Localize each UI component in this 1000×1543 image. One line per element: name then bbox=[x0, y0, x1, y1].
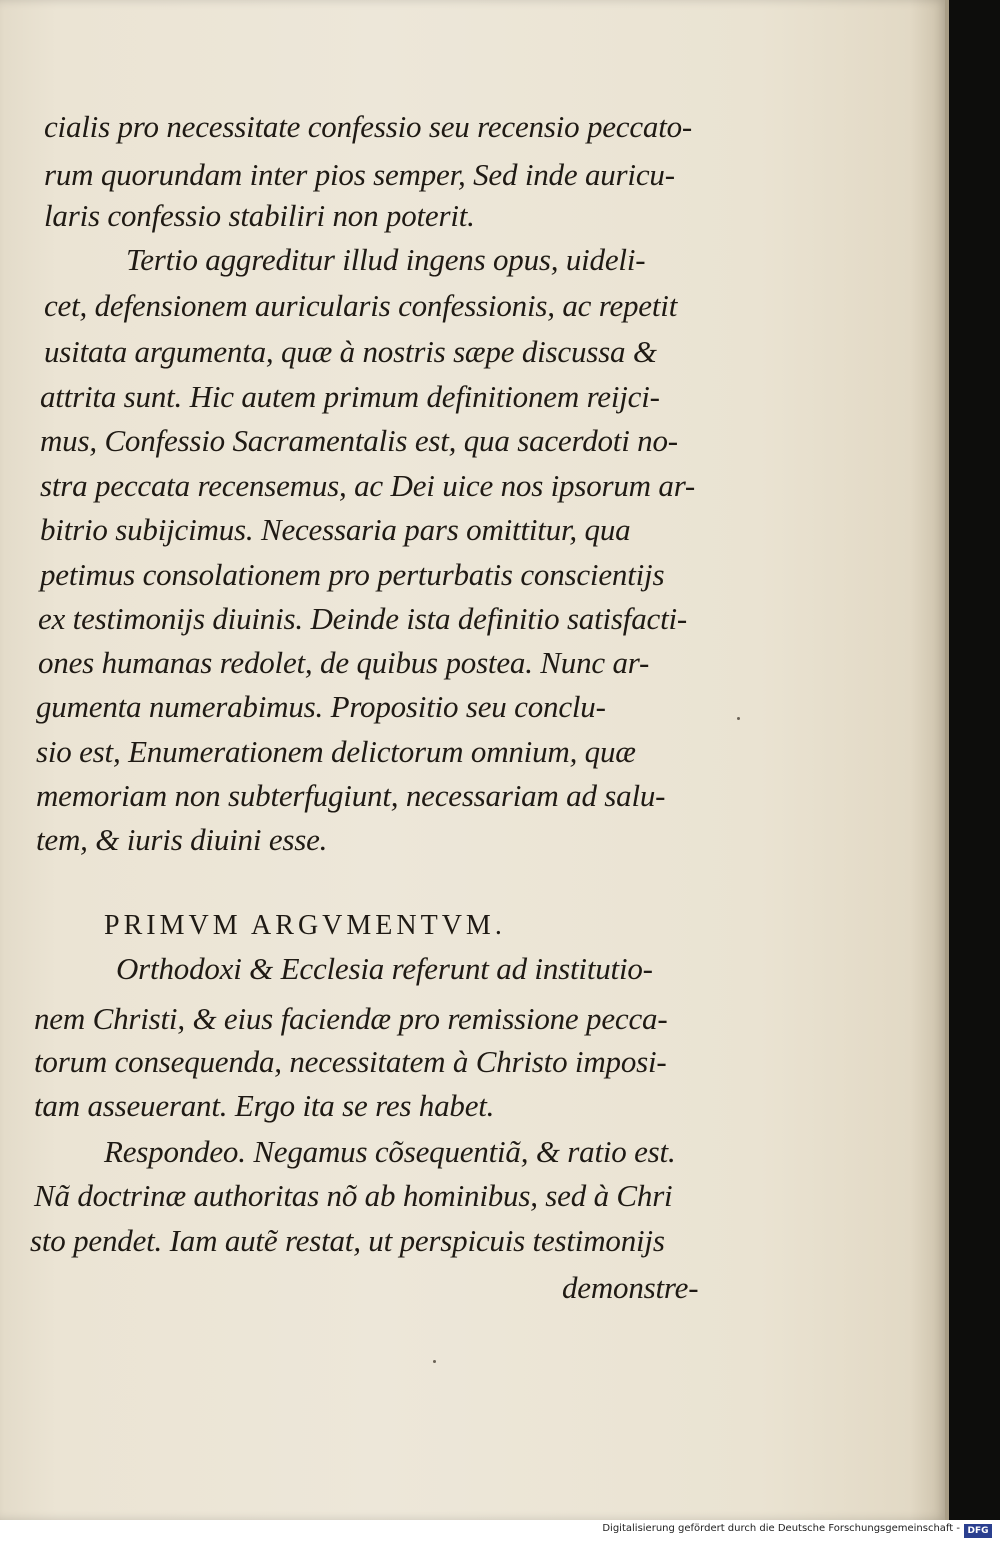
section-heading: PRIMVM ARGVMENTVM. bbox=[104, 910, 506, 941]
dfg-logo-icon: DFG bbox=[964, 1524, 992, 1538]
text-line: stra peccata recensemus, ac Dei uice nos ipsorum ar- bbox=[40, 468, 696, 503]
text-line: mus, Confessio Sacramentalis est, qua sacerdoti no- bbox=[40, 423, 678, 458]
text-line: sio est, Enumerationem delictorum omnium, quæ bbox=[36, 734, 636, 769]
digitization-credit: Digitalisierung gefördert durch die Deutsche Forschungsgemeinschaft - bbox=[602, 1523, 960, 1534]
text-line: gumenta numerabimus. Propositio seu conclu- bbox=[36, 689, 606, 724]
text-line: rum quorundam inter pios semper, Sed inde auricu- bbox=[44, 157, 675, 192]
paper-speck bbox=[433, 1360, 436, 1363]
text-line: usitata argumenta, quæ à nostris sæpe discussa & bbox=[44, 334, 657, 369]
text-line: Orthodoxi & Ecclesia referunt ad institutio- bbox=[116, 951, 653, 986]
text-line: tem, & iuris diuini esse. bbox=[36, 822, 328, 857]
paper-speck bbox=[737, 717, 740, 720]
text-line: ex testimonijs diuinis. Deinde ista definitio satisfacti- bbox=[38, 601, 688, 636]
text-line: nem Christi, & eius faciendæ pro remissione pecca- bbox=[34, 1001, 668, 1036]
text-line: petimus consolationem pro perturbatis conscientijs bbox=[40, 557, 665, 592]
text-line: memoriam non subterfugiunt, necessariam ad salu- bbox=[36, 778, 666, 813]
text-line: cet, defensionem auricularis confessionis, ac repetit bbox=[44, 288, 678, 323]
text-line: tam asseuerant. Ergo ita se res habet. bbox=[34, 1088, 495, 1123]
text-line: Nã doctrinæ authoritas nõ ab hominibus, sed à Chri bbox=[34, 1178, 673, 1213]
text-line: Tertio aggreditur illud ingens opus, uideli- bbox=[126, 242, 646, 277]
catchword: demonstre- bbox=[562, 1270, 699, 1305]
text-line: torum consequenda, necessitatem à Christo imposi- bbox=[34, 1044, 667, 1079]
text-line: attrita sunt. Hic autem primum definitionem reijci- bbox=[40, 379, 660, 414]
text-line: sto pendet. Iam autẽ restat, ut perspicuis testimonijs bbox=[30, 1223, 665, 1258]
text-line: bitrio subijcimus. Necessaria pars omittitur, qua bbox=[40, 512, 631, 547]
text-line: cialis pro necessitate confessio seu recensio peccato- bbox=[44, 109, 693, 144]
text-line: Respondeo. Negamus cõsequentiã, & ratio est. bbox=[104, 1134, 676, 1169]
text-line: laris confessio stabiliri non poterit. bbox=[44, 198, 475, 233]
text-line: ones humanas redolet, de quibus postea. Nunc ar- bbox=[38, 645, 650, 680]
